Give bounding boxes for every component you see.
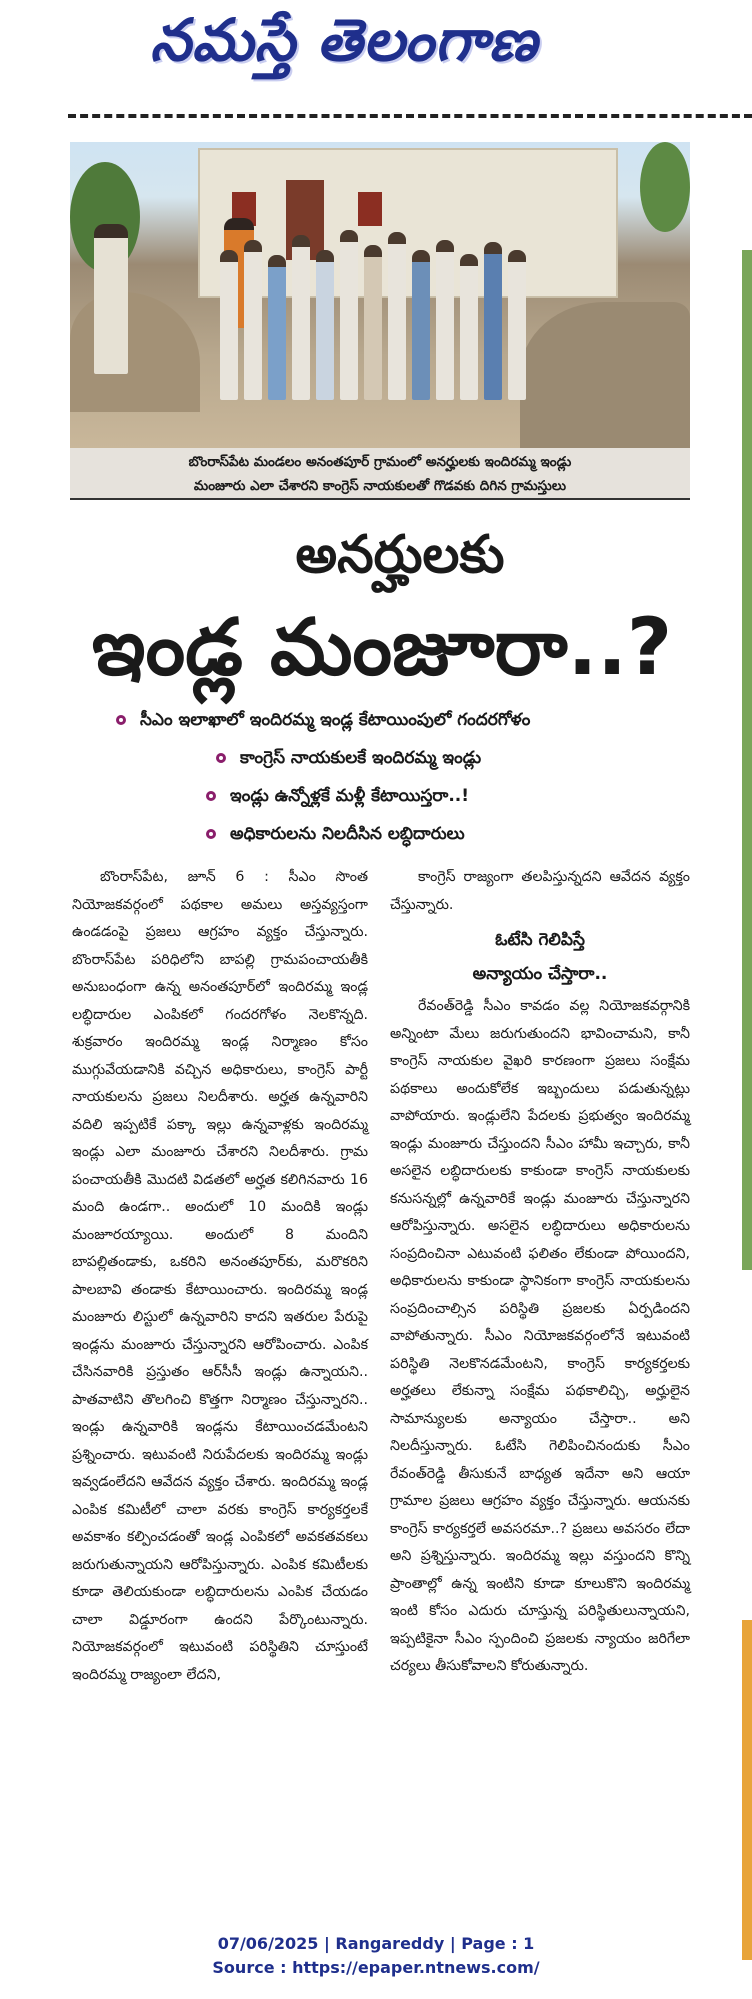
caption-line-1: బొంరాస్‌పేట మండలం అనంతపూర్ గ్రామంలో అనర్హులకు ఇందిరమ్మ ఇండ్లు (188, 454, 572, 470)
page-footer (0, 1932, 752, 1980)
news-photo (70, 142, 690, 448)
article-paragraph: రేవంత్‌రెడ్డి సీఎం కావడం వల్ల నియోజకవర్గానికి అన్నింటా మేలు జరుగుతుందని భావించామని, కానీ కాంగ్రెస్ నాయకుల వైఖరి కారణంగా ప్రజలు సంక్షేమ పథకాలు అందుకోలేక ఇబ్బందులు పడుతున్నట్లు వాపోయారు. ఇండ్లులేని పేదలకు ప్రభుత్వం ఇందిరమ్మ ఇండ్లు మంజూరు చేస్తుందని సీఎం హామీ ఇచ్చారు, కానీ అసలైన లబ్ధిదారులకు కాకుండా కాంగ్రెస్ నాయకులకు కనుసన్నల్లో ఉన్నవారికే ఇండ్లు మంజూరు చేస్తున్నారని ఆరోపిస్తున్నారు. అసలైన లబ్ధిదారులు అధికారులను సంప్రదించినా ఎటువంటి ఫలితం లేకుండా పోయిందని, అధికారులను కాకుండా స్థానికంగా కాంగ్రెస్ నాయకులను సంప్రదించాల్సిన పరిస్థితి ప్రజలకు ఏర్పడిందని వాపోతున్నారు. సీఎం నియోజకవర్గంలోనే ఇటువంటి పరిస్థితి నెలకొనడమేంటని, కాంగ్రెస్ కార్యకర్తలకు అర్హతలు లేకున్నా సంక్షేమ పథకాలిచ్చి, అర్హులైన సామాన్యులకు అన్యాయం చేస్తారా.. అని నిలదీస్తున్నారు. ఓటేసి గెలిపించినందుకు సీఎం రేవంత్‌రెడ్డి తీసుకునే బాధ్యత ఇదేనా అని ఆయా గ్రామాల ప్రజలు ఆగ్రహం వ్యక్తం చేస్తున్నారు. ఆయనకు కాంగ్రెస్ కార్యకర్తలే అవసరమా..? ప్రజలు అవసరం లేదా అని ప్రశ్నిస్తున్నారు. ఇందిరమ్మ ఇల్లు వస్తుందని కొన్ని ప్రాంతాల్లో ఉన్న ఇంటిని కూడా కూలుకొని ఇందిరమ్మ ఇంటి కోసం ఎదురు చూస్తున్న పరిస్థితులున్నాయని, ఇప్పటికైనా సీఎం స్పందించి ప్రజలకు న్యాయం జరిగేలా చర్యలు తీసుకోవాలని కోరుతున్నారు. (390, 998, 690, 1674)
article-column-left (72, 864, 368, 1689)
bullet-dot-icon (206, 791, 216, 801)
bullet-item: కాంగ్రెస్ నాయకులకే ఇందిరమ్మ ఇండ్లు (240, 744, 481, 772)
masthead-logo: నమస్తే తెలంగాణ (150, 6, 538, 74)
bullet-dot-icon (206, 829, 216, 839)
dashed-divider (68, 114, 752, 118)
bullet-item: సీఎం ఇలాఖాలో ఇందిరమ్మ ఇండ్ల కేటాయింపులో గందరగోళం (140, 706, 530, 734)
bullet-item: ఇండ్లు ఉన్నోళ్లకే మళ్లీ కేటాయిస్తరా..! (230, 782, 469, 810)
headline-line-2: ఇండ్ల మంజూరా..? (91, 603, 673, 693)
article-column-right (390, 864, 690, 1681)
bullet-dot-icon (116, 715, 126, 725)
article-subhead: ఓటేసి గెలిపిస్తే అన్యాయం చేస్తారా.. (472, 930, 608, 984)
article-paragraph: కాంగ్రెస్ రాజ్యంగా తలపిస్తున్నదని ఆవేదన వ్యక్తం చేస్తున్నారు. (390, 869, 690, 913)
adjacent-page-edge (742, 140, 752, 1980)
caption-line-2: మంజూరు ఎలా చేశారని కాంగ్రెస్ నాయకులతో గొడవకు దిగిన గ్రామస్తులు (193, 478, 567, 494)
article-paragraph: బొంరాస్‌పేట, జూన్ 6 : సీఎం సొంత నియోజకవర్గంలో పథకాల అమలు అస్తవ్యస్తంగా ఉండడంపై ప్రజలు ఆగ్రహం వ్యక్తం చేస్తున్నారు. బొంరాస్‌పేట పరిధిలోని బాపల్లి గ్రామపంచాయతీకి అనుబంధంగా ఉన్న అనంతపూర్‌లో ఇందిరమ్మ ఇండ్ల లబ్ధిదారుల ఎంపికలో గందరగోళం నెలకొన్నది. శుక్రవారం ఇందిరమ్మ ఇండ్ల నిర్మాణం కోసం ముగ్గువేయడానికి వచ్చిన అధికారులు, కాంగ్రెస్ పార్టీ నాయకులను ప్రజలు నిలదీశారు. అర్హత ఉన్నవారిని వదిలి ఇప్పటికే పక్కా ఇల్లు ఉన్నవాళ్లకు ఇందిరమ్మ ఇండ్లు ఎలా మంజూరు చేశారని నిలదీశారు. గ్రామ పంచాయతీకి మొదటి విడతలో అర్హత కలిగినవారు 16 మంది ఉండగా.. అందులో 10 మందికి ఇండ్లు మంజూరయ్యాయి. అందులో 8 మందిని బాపల్లితండాకు, ఒకరిని అనంతపూర్‌కు, మరొకరిని పాలబావి తండాకు కేటాయించారు. ఇందిరమ్మ ఇండ్ల మంజూరు లిస్టులో ఉన్నవారిని కాదని ఇతరుల పేరుపై ఇండ్లను మంజూరు చేస్తున్నారని ఆరోపించారు. ఎంపిక చేసినవారికి ప్రస్తుతం ఆర్‌సీసీ ఇండ్లు ఉన్నాయని.. పాతవాటిని తొలగించి కొత్తగా నిర్మాణం చేస్తున్నారని.. ఇండ్లు ఉన్నవారికి ఇండ్లను కేటాయించడమేంటని ప్రశ్నించారు. ఇటువంటి నిరుపేదలకు ఇందిరమ్మ ఇండ్లు ఇవ్వడంలేదని ఆవేదన వ్యక్తం చేశారు. ఇందిరమ్మ ఇండ్ల ఎంపిక కమిటీలో చాలా వరకు కాంగ్రెస్ కార్యకర్తలకే అవకాశం కల్పించడంతో ఇండ్ల ఎంపికలో అవకతవకలు జరుగుతున్నాయని ఆరోపిస్తున్నారు. ఎంపిక కమిటీలకు కూడా తెలియకుండా లబ్ధిదారులను ఎంపిక చేయడం చాలా విడ్డూరంగా ఉందని పేర్కొంటున్నారు. నియోజకవర్గంలో ఇటువంటి పరిస్థితిని చూస్తుంటే ఇందిరమ్మ రాజ్యంలా లేదని, (72, 869, 368, 1683)
bullet-item: అధికారులను నిలదీసిన లబ్ధిదారులు (230, 820, 465, 848)
headline-line-1: అనర్హులకు (295, 525, 505, 585)
footer-source-link[interactable]: Source : https://epaper.ntnews.com/ (212, 1958, 540, 1977)
bullet-dot-icon (216, 753, 226, 763)
footer-date-edition: 07/06/2025 | Rangareddy | Page : 1 (217, 1934, 535, 1953)
photo-caption (70, 448, 690, 500)
